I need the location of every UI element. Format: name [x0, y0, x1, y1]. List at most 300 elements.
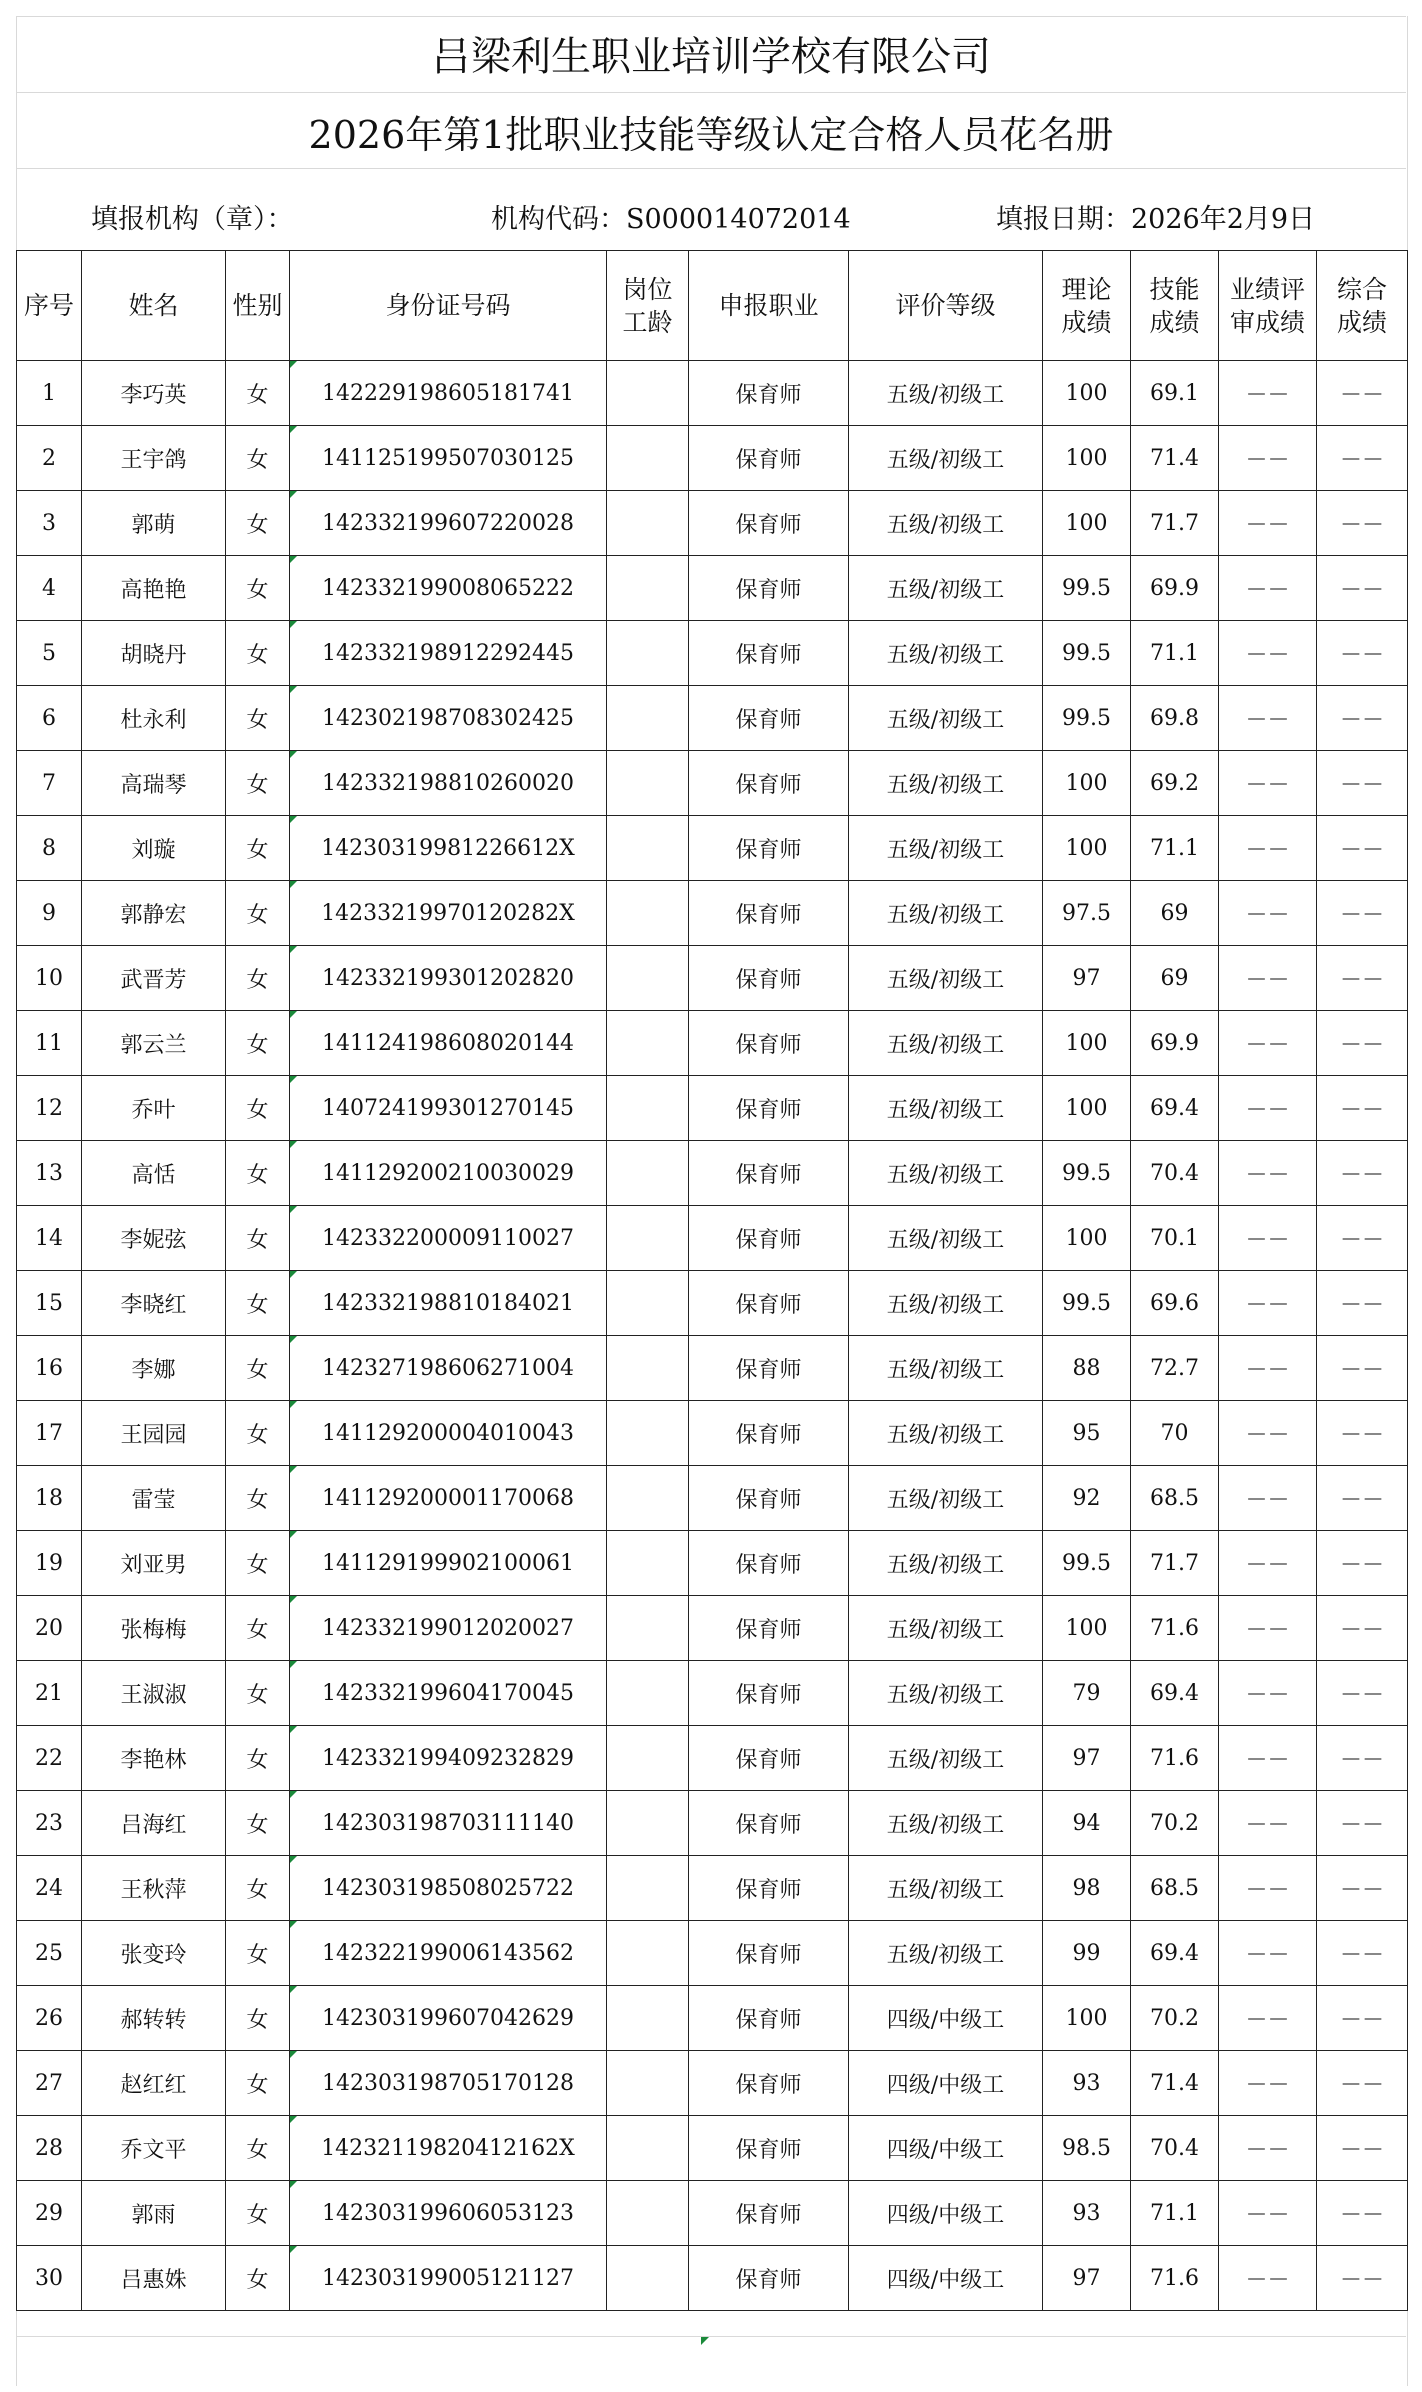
cell-id-number [290, 2116, 607, 2181]
cell-overall-score [1317, 2051, 1408, 2116]
cell-overall-score [1317, 2246, 1408, 2311]
cell-performance-score-text: －－ [1245, 1877, 1290, 1903]
cell-gender [226, 1466, 290, 1531]
cell-name [82, 2246, 226, 2311]
cell-theory-score [1043, 1856, 1131, 1921]
cell-theory-score-text: 97 [1072, 1745, 1101, 1771]
cell-performance-score-text: －－ [1245, 1162, 1290, 1188]
cell-theory-score [1043, 2181, 1131, 2246]
cell-name-text: 王淑淑 [120, 1682, 187, 1708]
table-row [17, 1726, 1408, 1791]
cell-id-number-text: 142332199604170045 [322, 1680, 574, 1706]
cell-overall-score-text: －－ [1339, 1747, 1384, 1773]
cell-theory-score-text: 97.5 [1062, 900, 1111, 926]
cell-gender-text: 女 [246, 1032, 269, 1058]
cell-tenure [607, 1141, 689, 1206]
cell-skill-score-text: 71.4 [1150, 445, 1199, 471]
cell-occupation-text: 保育师 [735, 902, 802, 928]
cell-overall-score [1317, 1986, 1408, 2051]
cell-tenure [607, 1336, 689, 1401]
cell-name [82, 1986, 226, 2051]
cell-id-number-text: 142332200009110027 [322, 1225, 574, 1251]
cell-name [82, 556, 226, 621]
cell-overall-score [1317, 1206, 1408, 1271]
cell-name-text: 李晓红 [120, 1292, 187, 1318]
cell-serial-text: 14 [35, 1225, 63, 1251]
cell-skill-score-text: 69.9 [1150, 575, 1199, 601]
cell-serial-text: 21 [35, 1680, 63, 1706]
cell-occupation [689, 2246, 849, 2311]
cell-performance-score-text: －－ [1245, 1682, 1290, 1708]
cell-overall-score [1317, 361, 1408, 426]
cell-id-number [290, 1206, 607, 1271]
cell-serial [17, 1661, 82, 1726]
cell-serial-text: 27 [35, 2070, 63, 2096]
cell-overall-score-text: －－ [1339, 1032, 1384, 1058]
cell-overall-score-text: －－ [1339, 512, 1384, 538]
cell-serial [17, 556, 82, 621]
cell-tenure [607, 2181, 689, 2246]
cell-tenure [607, 1466, 689, 1531]
cell-skill-score [1131, 946, 1219, 1011]
cell-overall-score-text: －－ [1339, 1617, 1384, 1643]
cell-serial-text: 6 [42, 705, 56, 731]
cell-gender [226, 1401, 290, 1466]
cell-serial [17, 751, 82, 816]
cell-occupation-text: 保育师 [735, 837, 802, 863]
cell-overall-score [1317, 1466, 1408, 1531]
cell-skill-score-text: 72.7 [1150, 1355, 1199, 1381]
table-row [17, 1076, 1408, 1141]
cell-serial-text: 19 [35, 1550, 63, 1576]
cell-gender-text: 女 [246, 1942, 269, 1968]
cell-gender-text: 女 [246, 902, 269, 928]
cell-gender [226, 816, 290, 881]
cell-skill-score-text: 69.4 [1150, 1680, 1199, 1706]
cell-performance-score-text: －－ [1245, 642, 1290, 668]
cell-serial [17, 2181, 82, 2246]
cell-theory-score-text: 97 [1072, 2265, 1101, 2291]
cell-id-number-text: 142332199008065222 [322, 575, 574, 601]
cell-serial-text: 29 [35, 2200, 63, 2226]
cell-name-text: 张变玲 [120, 1942, 187, 1968]
cell-performance-score [1219, 1011, 1317, 1076]
cell-gender [226, 1076, 290, 1141]
cell-skill-score [1131, 686, 1219, 751]
cell-tenure [607, 1076, 689, 1141]
cell-level-text: 四级/中级工 [886, 2007, 1005, 2033]
cell-theory-score [1043, 1011, 1131, 1076]
cell-overall-score [1317, 1531, 1408, 1596]
table-row [17, 1986, 1408, 2051]
cell-theory-score-text: 99.5 [1062, 575, 1111, 601]
cell-skill-score [1131, 2181, 1219, 2246]
cell-level [849, 1336, 1043, 1401]
cell-theory-score-text: 92 [1072, 1485, 1101, 1511]
cell-tenure [607, 2051, 689, 2116]
cell-name [82, 1466, 226, 1531]
cell-tenure [607, 621, 689, 686]
cell-skill-score [1131, 1661, 1219, 1726]
cell-skill-score [1131, 1986, 1219, 2051]
table-row [17, 426, 1408, 491]
cell-level-text: 五级/初级工 [886, 837, 1005, 863]
cell-occupation-text: 保育师 [735, 1942, 802, 1968]
cell-performance-score [1219, 621, 1317, 686]
cell-level-text: 五级/初级工 [886, 1357, 1005, 1383]
cell-overall-score-text: －－ [1339, 902, 1384, 928]
cell-id-number-text: 141124198608020144 [322, 1030, 574, 1056]
cell-name-text: 高恬 [131, 1162, 176, 1188]
cell-occupation-text: 保育师 [735, 382, 802, 408]
cell-name [82, 361, 226, 426]
cell-theory-score-text: 99.5 [1062, 705, 1111, 731]
cell-tenure [607, 2246, 689, 2311]
cell-id-number [290, 2051, 607, 2116]
cell-gender [226, 1791, 290, 1856]
cell-occupation [689, 2051, 849, 2116]
cell-name-text: 吕海红 [120, 1812, 187, 1838]
cell-level-text: 五级/初级工 [886, 577, 1005, 603]
cell-name-text: 张梅梅 [120, 1617, 187, 1643]
cell-performance-score [1219, 1141, 1317, 1206]
cell-performance-score-text: －－ [1245, 2007, 1290, 2033]
cell-occupation [689, 1596, 849, 1661]
cell-marker-icon [290, 1531, 297, 1538]
cell-gender-text: 女 [246, 1877, 269, 1903]
cell-name [82, 426, 226, 491]
table-row [17, 1531, 1408, 1596]
cell-theory-score [1043, 881, 1131, 946]
cell-marker-icon [290, 1076, 297, 1083]
cell-name-text: 高瑞琴 [120, 772, 187, 798]
cell-performance-score-text: －－ [1245, 1487, 1290, 1513]
cell-skill-score [1131, 1791, 1219, 1856]
cell-level-text: 五级/初级工 [886, 1682, 1005, 1708]
cell-id-number [290, 556, 607, 621]
cell-name-text: 刘璇 [131, 837, 176, 863]
cell-skill-score [1131, 1271, 1219, 1336]
cell-occupation-text: 保育师 [735, 1422, 802, 1448]
cell-level [849, 751, 1043, 816]
cell-skill-score [1131, 2246, 1219, 2311]
cell-gender [226, 361, 290, 426]
cell-serial-text: 12 [35, 1095, 63, 1121]
cell-overall-score [1317, 556, 1408, 621]
cell-occupation [689, 1791, 849, 1856]
cell-level [849, 2116, 1043, 2181]
cell-overall-score [1317, 1596, 1408, 1661]
cell-name-text: 吕惠姝 [120, 2267, 187, 2293]
cell-tenure [607, 1271, 689, 1336]
cell-level [849, 1401, 1043, 1466]
cell-id-number-text: 14230319981226612X [321, 835, 575, 861]
cell-overall-score-text: －－ [1339, 1552, 1384, 1578]
cell-id-number [290, 491, 607, 556]
cell-id-number-text: 142332199607220028 [322, 510, 574, 536]
cell-level-text: 五级/初级工 [886, 1292, 1005, 1318]
cell-performance-score-text: －－ [1245, 772, 1290, 798]
cell-theory-score [1043, 751, 1131, 816]
table-row [17, 946, 1408, 1011]
cell-tenure [607, 1856, 689, 1921]
cell-level-text: 五级/初级工 [886, 642, 1005, 668]
cell-occupation-text: 保育师 [735, 447, 802, 473]
cell-level [849, 946, 1043, 1011]
cell-marker-icon [290, 1986, 297, 1993]
cell-level [849, 686, 1043, 751]
cell-id-number [290, 426, 607, 491]
cell-id-number [290, 1531, 607, 1596]
cell-tenure [607, 1791, 689, 1856]
cell-level-text: 五级/初级工 [886, 1422, 1005, 1448]
cell-theory-score [1043, 1141, 1131, 1206]
cell-theory-score [1043, 1531, 1131, 1596]
cell-level-text: 五级/初级工 [886, 1877, 1005, 1903]
cell-id-number-text: 142303198508025722 [322, 1875, 574, 1901]
cell-name [82, 1076, 226, 1141]
cell-level [849, 2181, 1043, 2246]
cell-overall-score-text: －－ [1339, 382, 1384, 408]
cell-level [849, 1076, 1043, 1141]
cell-serial [17, 2116, 82, 2181]
cell-gender-text: 女 [246, 707, 269, 733]
cell-skill-score-text: 69 [1160, 965, 1189, 991]
cell-theory-score-text: 93 [1072, 2200, 1101, 2226]
cell-skill-score-text: 70.1 [1150, 1225, 1199, 1251]
cell-id-number [290, 1921, 607, 1986]
cell-occupation-text: 保育师 [735, 1162, 802, 1188]
cell-name [82, 1011, 226, 1076]
cell-level-text: 五级/初级工 [886, 1097, 1005, 1123]
table-row [17, 2181, 1408, 2246]
cell-serial-text: 13 [35, 1160, 63, 1186]
cell-id-number [290, 1141, 607, 1206]
cell-name [82, 1141, 226, 1206]
cell-name [82, 1726, 226, 1791]
cell-performance-score [1219, 816, 1317, 881]
cell-skill-score [1131, 621, 1219, 686]
cell-performance-score-text: －－ [1245, 2072, 1290, 2098]
cell-occupation-text: 保育师 [735, 577, 802, 603]
cell-overall-score [1317, 816, 1408, 881]
cell-name [82, 2051, 226, 2116]
cell-skill-score [1131, 1011, 1219, 1076]
cell-id-number-text: 142332198912292445 [322, 640, 574, 666]
cell-id-number-text: 142229198605181741 [322, 380, 574, 406]
cell-gender [226, 1336, 290, 1401]
cell-name [82, 621, 226, 686]
cell-marker-icon [290, 1596, 297, 1603]
cell-serial-text: 4 [42, 575, 56, 601]
cell-overall-score-text: －－ [1339, 2072, 1384, 2098]
cell-level-text: 五级/初级工 [886, 772, 1005, 798]
cell-serial-text: 7 [42, 770, 56, 796]
cell-serial [17, 1466, 82, 1531]
cell-theory-score-text: 88 [1072, 1355, 1101, 1381]
cell-theory-score [1043, 2051, 1131, 2116]
cell-performance-score [1219, 946, 1317, 1011]
cell-performance-score-text: －－ [1245, 577, 1290, 603]
cell-performance-score-text: －－ [1245, 1292, 1290, 1318]
cell-overall-score [1317, 426, 1408, 491]
table-row [17, 1856, 1408, 1921]
cell-id-number-text: 142302198708302425 [322, 705, 574, 731]
cell-skill-score [1131, 556, 1219, 621]
cell-performance-score [1219, 426, 1317, 491]
cell-performance-score [1219, 1206, 1317, 1271]
cell-theory-score-text: 79 [1072, 1680, 1101, 1706]
cell-name-text: 郭萌 [131, 512, 176, 538]
cell-name-text: 郭静宏 [120, 902, 187, 928]
cell-overall-score [1317, 946, 1408, 1011]
cell-overall-score-text: －－ [1339, 1162, 1384, 1188]
cell-performance-score-text: －－ [1245, 1552, 1290, 1578]
cell-level-text: 五级/初级工 [886, 447, 1005, 473]
cell-gender-text: 女 [246, 642, 269, 668]
cell-overall-score [1317, 1726, 1408, 1791]
cell-name [82, 686, 226, 751]
cell-id-number [290, 1726, 607, 1791]
cell-level-text: 四级/中级工 [886, 2267, 1005, 2293]
cell-performance-score-text: －－ [1245, 1747, 1290, 1773]
cell-theory-score [1043, 1986, 1131, 2051]
cell-level [849, 1011, 1043, 1076]
cell-marker-icon [290, 816, 297, 823]
cell-skill-score-text: 70 [1160, 1420, 1189, 1446]
cell-skill-score-text: 68.5 [1150, 1875, 1199, 1901]
cell-overall-score-text: －－ [1339, 642, 1384, 668]
cell-id-number-text: 142303198705170128 [322, 2070, 574, 2096]
cell-overall-score-text: －－ [1339, 2267, 1384, 2293]
cell-id-number [290, 1011, 607, 1076]
cell-theory-score-text: 100 [1065, 1615, 1108, 1641]
cell-performance-score-text: －－ [1245, 1032, 1290, 1058]
cell-serial-text: 25 [35, 1940, 63, 1966]
cell-skill-score-text: 69.4 [1150, 1095, 1199, 1121]
cell-name-text: 乔叶 [131, 1097, 176, 1123]
cell-name-text: 李娜 [131, 1357, 176, 1383]
header-name: 姓名 [82, 251, 226, 361]
agency-code: 机构代码：S000014072014 [491, 204, 851, 235]
cell-name [82, 1791, 226, 1856]
cell-gender-text: 女 [246, 1747, 269, 1773]
cell-performance-score-text: －－ [1245, 2137, 1290, 2163]
cell-performance-score-text: －－ [1245, 2267, 1290, 2293]
cell-tenure [607, 816, 689, 881]
header-level: 评价等级 [849, 251, 1043, 361]
cell-id-number [290, 1791, 607, 1856]
cell-occupation-text: 保育师 [735, 1682, 802, 1708]
cell-level [849, 1596, 1043, 1661]
cell-id-number [290, 361, 607, 426]
cell-gender [226, 686, 290, 751]
cell-theory-score [1043, 816, 1131, 881]
cell-performance-score [1219, 2051, 1317, 2116]
cell-name-text: 雷莹 [131, 1487, 176, 1513]
cell-serial [17, 816, 82, 881]
cell-name-text: 赵红红 [120, 2072, 187, 2098]
cell-id-number-text: 142332199301202820 [322, 965, 574, 991]
cell-overall-score-text: －－ [1339, 1877, 1384, 1903]
cell-theory-score-text: 100 [1065, 835, 1108, 861]
cell-level-text: 五级/初级工 [886, 512, 1005, 538]
cell-performance-score-text: －－ [1245, 1812, 1290, 1838]
cell-level [849, 2051, 1043, 2116]
cell-overall-score-text: －－ [1339, 967, 1384, 993]
cell-serial [17, 1856, 82, 1921]
cell-serial-text: 15 [35, 1290, 63, 1316]
cell-skill-score-text: 69.9 [1150, 1030, 1199, 1056]
cell-skill-score [1131, 361, 1219, 426]
cell-gender [226, 1206, 290, 1271]
cell-performance-score-text: －－ [1245, 1227, 1290, 1253]
table-row [17, 361, 1408, 426]
cell-gender-text: 女 [246, 1292, 269, 1318]
cell-occupation [689, 1466, 849, 1531]
cell-tenure [607, 1531, 689, 1596]
cell-tenure [607, 1986, 689, 2051]
cell-overall-score [1317, 1921, 1408, 1986]
cell-overall-score-text: －－ [1339, 1097, 1384, 1123]
cell-gender-text: 女 [246, 2137, 269, 2163]
cell-serial-text: 11 [35, 1030, 63, 1056]
sheet-tail-row [16, 2336, 1406, 2377]
cell-id-number [290, 2181, 607, 2246]
cell-serial-text: 22 [35, 1745, 63, 1771]
cell-id-number-text: 142332199409232829 [322, 1745, 574, 1771]
cell-level [849, 1921, 1043, 1986]
cell-serial [17, 1206, 82, 1271]
header-overall-score: 综合成绩 [1317, 251, 1408, 361]
cell-skill-score [1131, 1531, 1219, 1596]
cell-performance-score [1219, 556, 1317, 621]
cell-level-text: 五级/初级工 [886, 382, 1005, 408]
cell-skill-score [1131, 1336, 1219, 1401]
cell-marker-icon [290, 1856, 297, 1863]
cell-skill-score [1131, 816, 1219, 881]
cell-tenure [607, 946, 689, 1011]
cell-gender-text: 女 [246, 2007, 269, 2033]
cell-name-text: 高艳艳 [120, 577, 187, 603]
cell-gender [226, 1271, 290, 1336]
cell-performance-score [1219, 1791, 1317, 1856]
cell-marker-icon [290, 686, 297, 693]
cell-name-text: 武晋芳 [120, 967, 187, 993]
cell-occupation [689, 1921, 849, 1986]
roster-body [17, 361, 1408, 2311]
cell-gender-text: 女 [246, 1617, 269, 1643]
cell-gender [226, 1596, 290, 1661]
table-row [17, 1791, 1408, 1856]
cell-overall-score-text: －－ [1339, 2137, 1384, 2163]
cell-name [82, 1401, 226, 1466]
cell-skill-score-text: 70.2 [1150, 1810, 1199, 1836]
cell-name [82, 2181, 226, 2246]
cell-skill-score-text: 71.1 [1150, 2200, 1199, 2226]
cell-overall-score [1317, 491, 1408, 556]
cell-overall-score [1317, 1661, 1408, 1726]
cell-occupation-text: 保育师 [735, 1812, 802, 1838]
cell-marker-icon [290, 1011, 297, 1018]
cell-performance-score [1219, 1986, 1317, 2051]
cell-skill-score-text: 70.2 [1150, 2005, 1199, 2031]
cell-name [82, 1531, 226, 1596]
cell-performance-score-text: －－ [1245, 512, 1290, 538]
cell-level [849, 556, 1043, 621]
cell-level-text: 四级/中级工 [886, 2137, 1005, 2163]
cell-gender [226, 2246, 290, 2311]
